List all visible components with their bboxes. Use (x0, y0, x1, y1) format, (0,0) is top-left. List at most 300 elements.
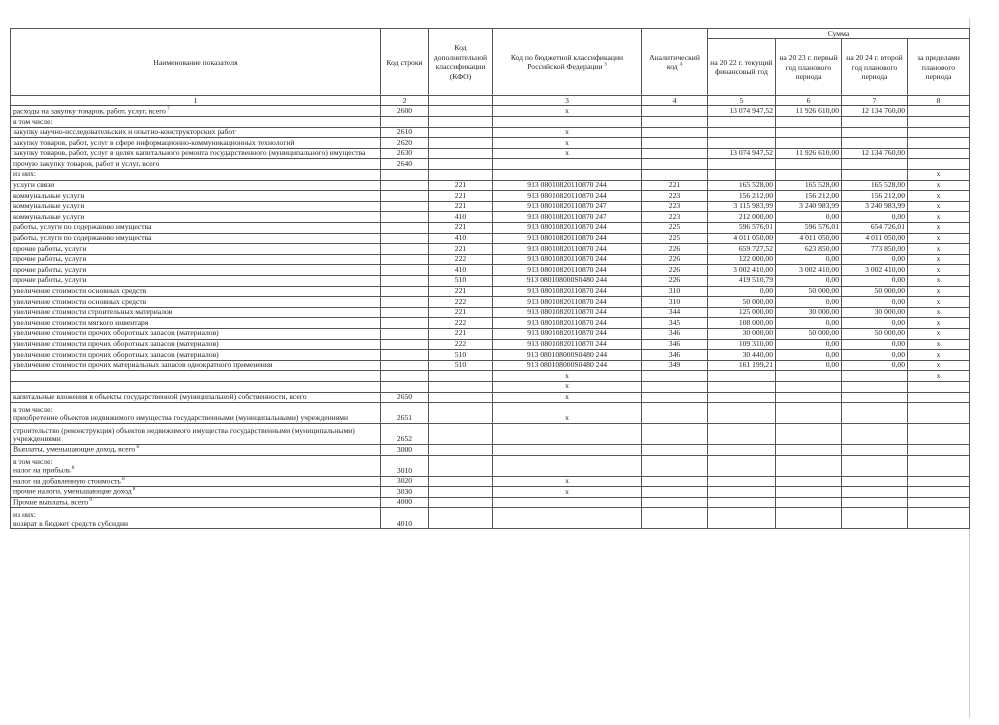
row-label: увеличение стоимости основных средств (13, 286, 147, 296)
cell-year-4: x (908, 286, 970, 297)
header-year-3: на 20 24 г. второй год планового периода (842, 39, 908, 96)
table-row (11, 392, 970, 403)
cell-year-4 (908, 424, 970, 445)
cell-year-4 (908, 476, 970, 487)
cell-kfo: 410 (429, 265, 493, 276)
cell-kfo: 222 (429, 254, 493, 265)
cell-code (381, 191, 429, 202)
cell-year-2 (776, 455, 842, 476)
cell-code (381, 180, 429, 191)
cell-year-3 (842, 476, 908, 487)
cell-code (381, 350, 429, 361)
cell-analytic: 310 (642, 297, 708, 308)
row-label: Выплаты, уменьшающие доход, всего (13, 444, 136, 454)
cell-kfo (429, 106, 493, 117)
cell-code: 2620 (381, 138, 429, 149)
header-row-code: Код строки (381, 29, 429, 96)
header-analytic (642, 29, 708, 96)
cell-year-1: 419 510,79 (708, 275, 776, 286)
cell-name (11, 455, 381, 476)
cell-kfo (429, 445, 493, 456)
cell-year-3: 0,00 (842, 318, 908, 329)
cell-year-1: 122 000,00 (708, 254, 776, 265)
column-number: 5 (708, 96, 776, 106)
column-number: 6 (776, 96, 842, 106)
cell-name (11, 360, 381, 371)
cell-year-3 (842, 508, 908, 529)
plan-table (10, 28, 970, 529)
column-number: 2 (381, 96, 429, 106)
row-footnote-mark: 7 (165, 106, 170, 112)
cell-kfo: 222 (429, 318, 493, 329)
table-row (11, 424, 970, 445)
row-label: прочие работы, услуги (13, 275, 87, 285)
cell-code: 2652 (381, 424, 429, 445)
cell-kbk (493, 497, 642, 508)
cell-year-3 (842, 424, 908, 445)
cell-year-4 (908, 127, 970, 138)
cell-year-2 (776, 117, 842, 128)
table-row (11, 339, 970, 350)
cell-kbk (493, 445, 642, 456)
cell-name (11, 212, 381, 223)
column-number: 4 (642, 96, 708, 106)
cell-kbk: x (493, 487, 642, 498)
cell-code: 3000 (381, 445, 429, 456)
cell-year-3 (842, 392, 908, 403)
cell-code (381, 265, 429, 276)
column-number: 8 (908, 96, 970, 106)
cell-name (11, 117, 381, 128)
cell-year-4 (908, 445, 970, 456)
cell-kfo: 222 (429, 297, 493, 308)
cell-code: 4010 (381, 508, 429, 529)
cell-year-1 (708, 445, 776, 456)
table-row (11, 403, 970, 424)
cell-year-1: 109 310,00 (708, 339, 776, 350)
cell-year-2 (776, 138, 842, 149)
cell-year-4 (908, 148, 970, 159)
cell-year-3 (842, 138, 908, 149)
table-row (11, 244, 970, 255)
row-label: увеличение стоимости строительных материалов (13, 307, 173, 317)
cell-year-1 (708, 127, 776, 138)
cell-name (11, 138, 381, 149)
cell-year-1 (708, 508, 776, 529)
cell-kfo: 221 (429, 307, 493, 318)
cell-kbk: 913 08010820110870 244 (493, 244, 642, 255)
cell-year-1 (708, 424, 776, 445)
cell-analytic: 226 (642, 265, 708, 276)
row-label: закупку товаров, работ, услуг в сфере информационно-коммуникационных технологий (13, 137, 295, 147)
row-label: прочие работы, услуги (13, 264, 87, 274)
cell-analytic: 223 (642, 212, 708, 223)
cell-year-3: 0,00 (842, 360, 908, 371)
header-budget-code (493, 29, 642, 96)
cell-name (11, 339, 381, 350)
cell-analytic: 349 (642, 360, 708, 371)
cell-kfo: 410 (429, 212, 493, 223)
table-row (11, 223, 970, 234)
cell-kbk (493, 170, 642, 181)
cell-year-3: 0,00 (842, 339, 908, 350)
cell-code (381, 170, 429, 181)
cell-year-4: x (908, 350, 970, 361)
header-year-1: на 20 22 г. текущий финансовый год (708, 39, 776, 96)
cell-year-3: 0,00 (842, 212, 908, 223)
cell-year-4: x (908, 360, 970, 371)
header-budget-code-note: 3 (604, 62, 607, 68)
row-label: закупку научно-исследовательских и опытно-конструкторских работ (13, 127, 236, 137)
cell-analytic (642, 159, 708, 170)
table-row (11, 307, 970, 318)
cell-kfo (429, 148, 493, 159)
cell-kbk: x (493, 138, 642, 149)
row-label: из них: возврат в бюджет средств субсидии (13, 510, 129, 528)
cell-analytic (642, 170, 708, 181)
cell-code (381, 339, 429, 350)
cell-code (381, 254, 429, 265)
row-label: прочую закупку товаров, работ и услуг, всего (13, 158, 160, 168)
cell-code: 2650 (381, 392, 429, 403)
cell-year-1: 0,00 (708, 286, 776, 297)
row-label: увеличение стоимости прочих материальных запасов однократного применения (13, 360, 273, 370)
table-row (11, 159, 970, 170)
row-label: прочие налоги, уменьшающие доход (13, 487, 132, 496)
cell-analytic (642, 127, 708, 138)
table-row (11, 138, 970, 149)
table-row (11, 476, 970, 487)
cell-analytic (642, 455, 708, 476)
cell-year-4: x (908, 223, 970, 234)
cell-name (11, 286, 381, 297)
row-label: коммунальные услуги (13, 201, 85, 211)
cell-code (381, 360, 429, 371)
cell-year-3: 165 528,00 (842, 180, 908, 191)
cell-analytic (642, 424, 708, 445)
cell-year-2: 3 002 410,00 (776, 265, 842, 276)
table-row (11, 191, 970, 202)
table-row (11, 381, 970, 392)
row-label: в том числе: налог на прибыль (13, 456, 71, 475)
header-analytic-text: Аналитический код (649, 52, 700, 72)
cell-year-1 (708, 455, 776, 476)
cell-analytic (642, 487, 708, 498)
cell-kbk: 913 08010820110870 244 (493, 318, 642, 329)
cell-code (381, 223, 429, 234)
cell-year-1 (708, 371, 776, 382)
column-number: 3 (493, 96, 642, 106)
cell-year-4: x (908, 328, 970, 339)
table-row (11, 254, 970, 265)
cell-kfo (429, 159, 493, 170)
cell-analytic (642, 476, 708, 487)
cell-name (11, 297, 381, 308)
row-label: прочие работы, услуги (13, 254, 87, 264)
header-analytic-note: 4 (679, 62, 683, 68)
row-label: коммунальные услуги (13, 211, 85, 221)
cell-code (381, 233, 429, 244)
cell-kfo (429, 424, 493, 445)
cell-kbk (493, 508, 642, 529)
cell-kbk: x (493, 106, 642, 117)
cell-analytic (642, 445, 708, 456)
table-row (11, 455, 970, 476)
cell-year-1: 108 000,00 (708, 318, 776, 329)
cell-kfo: 221 (429, 244, 493, 255)
cell-kbk: 913 080108000S0480 244 (493, 275, 642, 286)
cell-analytic: 223 (642, 191, 708, 202)
cell-year-1: 212 000,00 (708, 212, 776, 223)
cell-kfo: 510 (429, 360, 493, 371)
cell-code (381, 381, 429, 392)
cell-name (11, 127, 381, 138)
cell-year-3: 50 000,00 (842, 328, 908, 339)
table-row (11, 487, 970, 498)
table-row (11, 170, 970, 181)
cell-year-1 (708, 138, 776, 149)
cell-name (11, 307, 381, 318)
cell-year-2: 11 926 610,00 (776, 106, 842, 117)
cell-year-3: 0,00 (842, 275, 908, 286)
header-budget-code-text: Код по бюджетной классификации Российской Федерации (510, 52, 624, 72)
cell-year-1 (708, 403, 776, 424)
cell-name (11, 487, 381, 498)
cell-year-2 (776, 371, 842, 382)
cell-code (381, 371, 429, 382)
cell-kfo (429, 497, 493, 508)
cell-year-3: 3 002 410,00 (842, 265, 908, 276)
cell-year-3: 773 850,00 (842, 244, 908, 255)
cell-name (11, 318, 381, 329)
cell-year-4: x (908, 371, 970, 382)
cell-analytic (642, 508, 708, 529)
cell-analytic: 226 (642, 254, 708, 265)
header-sum: Сумма (708, 29, 970, 39)
row-label: строительство (реконструкция) объектов недвижимого имущества государственными (муниципальными) учреждениями (13, 425, 355, 444)
row-label: капитальные вложения в объекты государственной (муниципальной) собственности, всего (13, 392, 307, 401)
cell-kfo (429, 403, 493, 424)
cell-year-2: 50 000,00 (776, 286, 842, 297)
cell-year-2: 596 576,01 (776, 223, 842, 234)
cell-analytic (642, 117, 708, 128)
header-kfo: Код дополнительной классификации (КФО) (429, 29, 493, 96)
cell-name (11, 159, 381, 170)
cell-kbk (493, 424, 642, 445)
cell-year-2: 11 926 610,00 (776, 148, 842, 159)
cell-kfo (429, 381, 493, 392)
cell-kfo (429, 476, 493, 487)
cell-year-1 (708, 159, 776, 170)
column-number: 1 (11, 96, 381, 106)
cell-analytic (642, 148, 708, 159)
row-label: в том числе: приобретение объектов недвижимого имущества государственными (муниципальными) учреждениями (13, 404, 349, 423)
table-row (11, 318, 970, 329)
cell-kbk: 913 08010820110870 244 (493, 307, 642, 318)
cell-kbk: 913 08010820110870 244 (493, 265, 642, 276)
cell-year-3: 0,00 (842, 350, 908, 361)
table-row (11, 360, 970, 371)
cell-year-3 (842, 455, 908, 476)
cell-year-2: 0,00 (776, 275, 842, 286)
cell-year-4: x (908, 297, 970, 308)
cell-year-2 (776, 392, 842, 403)
cell-name (11, 265, 381, 276)
cell-year-3 (842, 487, 908, 498)
cell-year-3 (842, 371, 908, 382)
cell-kbk: 913 08010820110870 244 (493, 223, 642, 234)
cell-year-1: 125 000,00 (708, 307, 776, 318)
cell-name (11, 180, 381, 191)
table-row (11, 233, 970, 244)
cell-year-2: 4 011 050,00 (776, 233, 842, 244)
row-footnote-mark: 8 (70, 466, 75, 472)
cell-year-4: x (908, 244, 970, 255)
cell-year-4: x (908, 275, 970, 286)
cell-year-3: 654 726,01 (842, 223, 908, 234)
cell-code (381, 318, 429, 329)
cell-code (381, 117, 429, 128)
cell-kfo: 222 (429, 339, 493, 350)
cell-analytic (642, 381, 708, 392)
row-label: увеличение стоимости основных средств (13, 296, 147, 306)
cell-name (11, 381, 381, 392)
row-footnote-mark: 8 (135, 445, 139, 451)
cell-year-2 (776, 381, 842, 392)
cell-code (381, 286, 429, 297)
cell-code (381, 328, 429, 339)
cell-year-4 (908, 138, 970, 149)
cell-year-4 (908, 508, 970, 529)
cell-year-2 (776, 403, 842, 424)
cell-kbk (493, 455, 642, 476)
cell-year-3: 0,00 (842, 254, 908, 265)
table-row (11, 106, 970, 117)
cell-kbk: 913 08010820110870 247 (493, 201, 642, 212)
cell-year-1 (708, 381, 776, 392)
cell-year-2: 30 000,00 (776, 307, 842, 318)
cell-year-3: 3 240 983,99 (842, 201, 908, 212)
row-label: из них: (13, 169, 36, 179)
cell-code: 3030 (381, 487, 429, 498)
cell-analytic: 221 (642, 180, 708, 191)
cell-kfo (429, 487, 493, 498)
cell-name (11, 275, 381, 286)
cell-year-1: 596 576,01 (708, 223, 776, 234)
row-footnote-mark: 8 (131, 487, 136, 493)
cell-year-4: x (908, 318, 970, 329)
cell-name (11, 328, 381, 339)
table-row (11, 508, 970, 529)
cell-kbk: x (493, 403, 642, 424)
cell-analytic: 345 (642, 318, 708, 329)
table-row (11, 148, 970, 159)
cell-analytic (642, 106, 708, 117)
cell-kbk: x (493, 381, 642, 392)
table-row (11, 350, 970, 361)
cell-year-1 (708, 117, 776, 128)
cell-kbk: 913 08010820110870 244 (493, 233, 642, 244)
cell-year-2: 50 000,00 (776, 328, 842, 339)
cell-year-4: x (908, 233, 970, 244)
header-name: Наименование показателя (11, 29, 381, 96)
column-number: 7 (842, 96, 908, 106)
cell-year-3: 0,00 (842, 297, 908, 308)
cell-year-4: x (908, 212, 970, 223)
cell-kfo: 410 (429, 233, 493, 244)
cell-name (11, 244, 381, 255)
cell-kbk: x (493, 371, 642, 382)
cell-code: 2640 (381, 159, 429, 170)
cell-year-4 (908, 487, 970, 498)
cell-name (11, 148, 381, 159)
cell-code: 4000 (381, 497, 429, 508)
cell-name (11, 476, 381, 487)
cell-kfo: 510 (429, 350, 493, 361)
row-label: услуги связи (13, 180, 55, 190)
cell-year-3 (842, 445, 908, 456)
cell-year-2 (776, 476, 842, 487)
cell-analytic: 346 (642, 350, 708, 361)
cell-year-4 (908, 106, 970, 117)
cell-kbk: 913 080108000S0480 244 (493, 350, 642, 361)
cell-kbk: x (493, 127, 642, 138)
cell-kfo (429, 170, 493, 181)
table-header (11, 29, 970, 106)
row-label: увеличение стоимости мягкого инвентаря (13, 317, 149, 327)
cell-kbk: 913 08010820110870 244 (493, 254, 642, 265)
cell-year-3 (842, 170, 908, 181)
column-number (429, 96, 493, 106)
row-label: расходы на закупку товаров, работ, услуг, всего (13, 106, 166, 116)
cell-kbk: 913 08010820110870 244 (493, 180, 642, 191)
cell-code (381, 297, 429, 308)
cell-kbk: 913 08010820110870 244 (493, 297, 642, 308)
cell-year-4 (908, 455, 970, 476)
cell-year-2: 0,00 (776, 297, 842, 308)
cell-year-3 (842, 381, 908, 392)
row-label: в том числе: (13, 116, 53, 126)
cell-code (381, 275, 429, 286)
row-label: налог на добавленную стоимость (13, 476, 121, 486)
cell-analytic: 346 (642, 339, 708, 350)
cell-kbk: x (493, 476, 642, 487)
cell-kfo: 221 (429, 191, 493, 202)
cell-kfo: 221 (429, 286, 493, 297)
cell-name (11, 424, 381, 445)
cell-analytic (642, 138, 708, 149)
cell-name (11, 497, 381, 508)
cell-year-3: 4 011 050,00 (842, 233, 908, 244)
cell-year-1: 659 727,52 (708, 244, 776, 255)
cell-analytic: 223 (642, 201, 708, 212)
row-label: работы, услуги по содержанию имущества (13, 233, 152, 243)
table-row (11, 117, 970, 128)
cell-name (11, 371, 381, 382)
cell-name (11, 254, 381, 265)
row-label: прочие работы, услуги (13, 243, 87, 253)
cell-year-4 (908, 117, 970, 128)
cell-name (11, 233, 381, 244)
cell-analytic (642, 403, 708, 424)
cell-analytic: 226 (642, 275, 708, 286)
cell-code: 2651 (381, 403, 429, 424)
cell-year-4: x (908, 307, 970, 318)
cell-year-4 (908, 392, 970, 403)
cell-kfo (429, 127, 493, 138)
cell-year-2: 3 240 983,99 (776, 201, 842, 212)
cell-year-2: 0,00 (776, 318, 842, 329)
